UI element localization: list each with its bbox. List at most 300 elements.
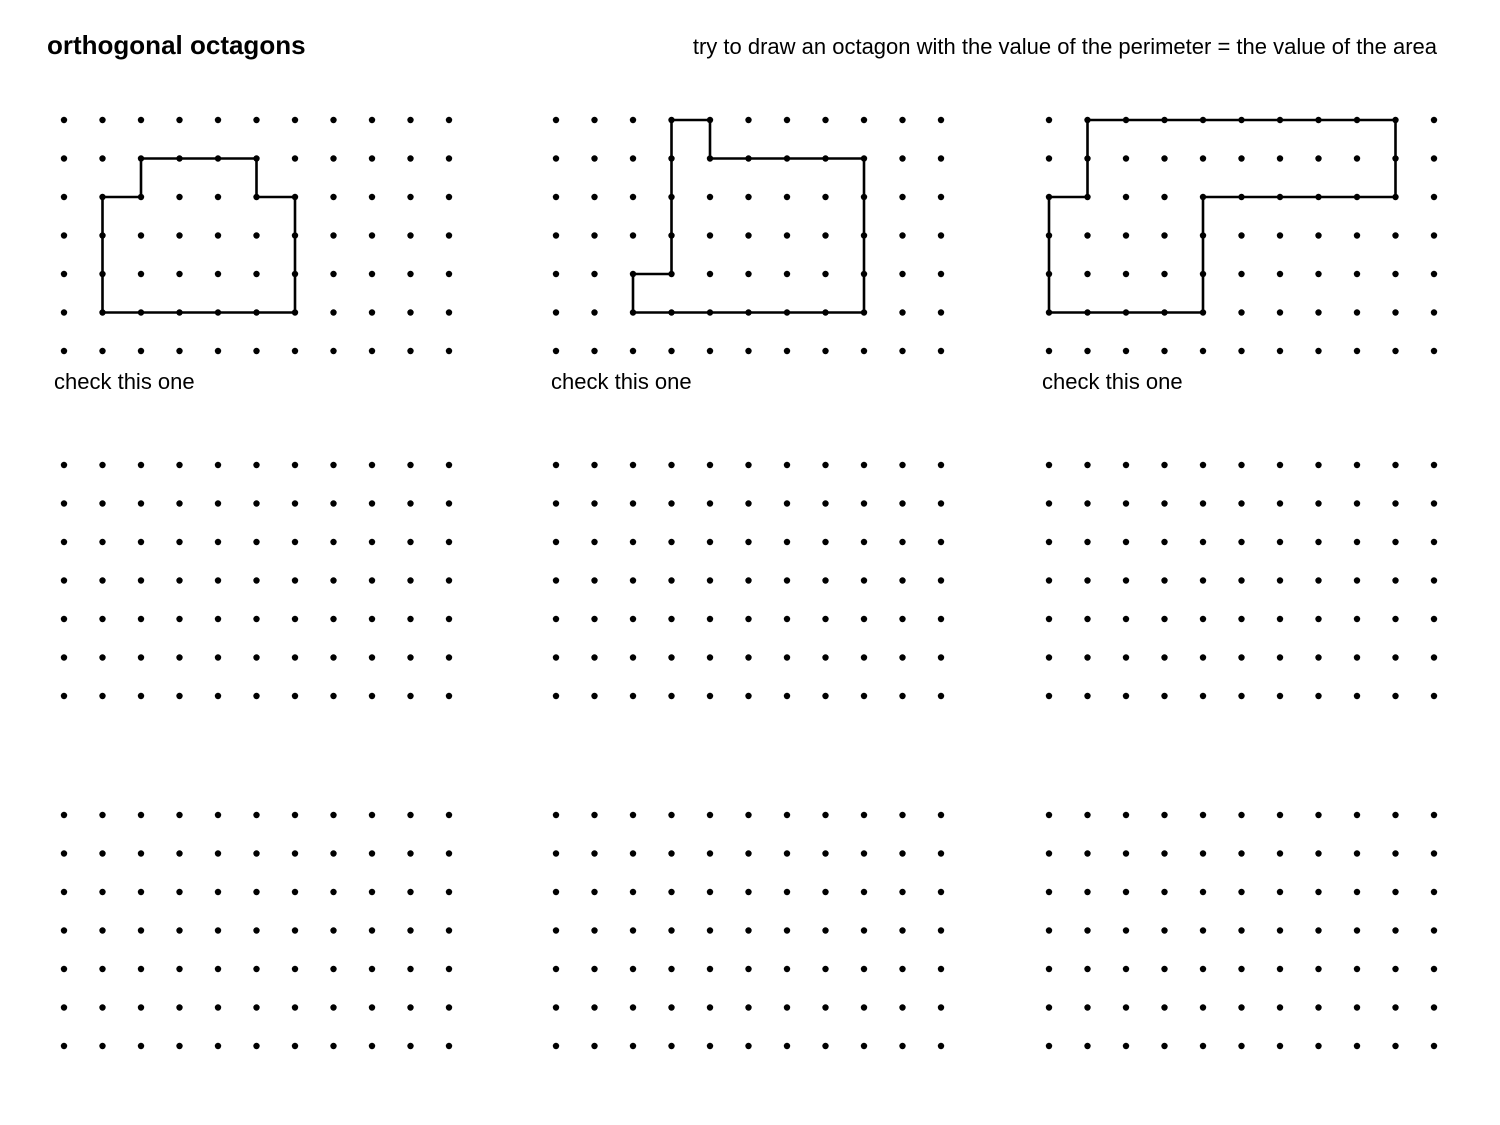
grid-dot [899, 693, 905, 699]
grid-dot [1238, 232, 1244, 238]
grid-dot [1123, 309, 1129, 315]
grid-dot [1354, 348, 1360, 354]
grid-dot [253, 812, 259, 818]
grid-dot [591, 500, 597, 506]
grid-dot [784, 812, 790, 818]
grid-dot [1431, 850, 1437, 856]
grid-dot [1084, 539, 1090, 545]
grid-dot [1315, 155, 1321, 161]
grid-dot [1046, 500, 1052, 506]
grid-dot [253, 155, 259, 161]
grid-dot [446, 117, 452, 123]
grid-dot [822, 117, 828, 123]
grid-dot [292, 309, 298, 315]
grid-dot [176, 348, 182, 354]
grid-dot [1084, 1004, 1090, 1010]
grid-dot [553, 155, 559, 161]
grid-dot [784, 232, 790, 238]
grid-dot [784, 850, 790, 856]
grid-dot [176, 812, 182, 818]
grid-dot [938, 232, 944, 238]
grid-dot [99, 812, 105, 818]
grid-dot [938, 539, 944, 545]
grid-dot [822, 155, 828, 161]
grid-dot [861, 616, 867, 622]
grid-dot [1200, 348, 1206, 354]
grid-dot [591, 812, 597, 818]
grid-dot [292, 1004, 298, 1010]
grid-dot [215, 117, 221, 123]
grid-dot [630, 966, 636, 972]
grid-dot [591, 194, 597, 200]
grid-dot [784, 693, 790, 699]
grid-dot [668, 889, 674, 895]
grid-dot [61, 462, 67, 468]
grid-dot [215, 539, 221, 545]
grid-dot [292, 462, 298, 468]
grid-dot [369, 1004, 375, 1010]
grid-dot [1277, 194, 1283, 200]
grid-dot [407, 616, 413, 622]
grid-dot [446, 654, 452, 660]
grid-dot [330, 616, 336, 622]
grid-dot [745, 117, 751, 123]
grid-dot [215, 927, 221, 933]
grid-dot [330, 155, 336, 161]
grid-dot [61, 1043, 67, 1049]
grid-dot [591, 966, 597, 972]
grid-dot [138, 966, 144, 972]
grid-dot [176, 927, 182, 933]
grid-dot [1046, 232, 1052, 238]
grid-dot [407, 539, 413, 545]
grid-dot [822, 194, 828, 200]
grid-dot [138, 616, 144, 622]
grid-dot [707, 348, 713, 354]
grid-dot [1431, 889, 1437, 895]
grid-dot [1238, 348, 1244, 354]
grid-dot [1431, 693, 1437, 699]
grid-dot [1354, 309, 1360, 315]
grid-dot [822, 232, 828, 238]
grid-dot [938, 577, 944, 583]
grid-dot [292, 117, 298, 123]
grid-dot [292, 966, 298, 972]
grid-dot [1161, 966, 1167, 972]
dot-grid-panel-9[interactable] [1046, 812, 1437, 1049]
grid-dot [553, 889, 559, 895]
grid-dot [1315, 693, 1321, 699]
grid-dot [1200, 271, 1206, 277]
grid-dot [253, 117, 259, 123]
grid-dot [61, 348, 67, 354]
grid-dot [99, 117, 105, 123]
grid-dot [369, 462, 375, 468]
grid-dot [899, 966, 905, 972]
dot-grid-panel-7[interactable] [61, 812, 452, 1049]
grid-dot [745, 693, 751, 699]
grid-dot [1277, 462, 1283, 468]
grid-dot [1084, 889, 1090, 895]
grid-dot [553, 966, 559, 972]
grid-dot [630, 500, 636, 506]
grid-dot [1431, 577, 1437, 583]
grid-dot [99, 927, 105, 933]
grid-dot [61, 271, 67, 277]
grid-dot [1431, 539, 1437, 545]
grid-dot [707, 577, 713, 583]
grid-dot [61, 577, 67, 583]
grid-dot [630, 155, 636, 161]
grid-dot [938, 348, 944, 354]
grid-dot [176, 155, 182, 161]
grid-dot [1200, 812, 1206, 818]
grid-dot [292, 693, 298, 699]
grid-dot [407, 117, 413, 123]
grid-dot [1277, 271, 1283, 277]
grid-dot [1200, 693, 1206, 699]
grid-dot [138, 812, 144, 818]
grid-dot [407, 966, 413, 972]
grid-dot [292, 348, 298, 354]
grid-dot [707, 654, 713, 660]
grid-dot [1431, 194, 1437, 200]
grid-dot [630, 693, 636, 699]
grid-dot [630, 309, 636, 315]
grid-dot [99, 616, 105, 622]
grid-dot [99, 462, 105, 468]
grid-dot [1315, 194, 1321, 200]
grid-dot [176, 539, 182, 545]
grid-dot [407, 1043, 413, 1049]
grid-dot [1046, 693, 1052, 699]
grid-dot [215, 155, 221, 161]
grid-dot [707, 155, 713, 161]
grid-dot [369, 500, 375, 506]
grid-dot [215, 309, 221, 315]
grid-dot [861, 889, 867, 895]
grid-dot [1431, 462, 1437, 468]
grid-dot [446, 812, 452, 818]
grid-dot [745, 1004, 751, 1010]
grid-dot [1392, 462, 1398, 468]
grid-dot [1354, 927, 1360, 933]
grid-dot [215, 194, 221, 200]
grid-dot [1315, 1043, 1321, 1049]
grid-dot [1161, 271, 1167, 277]
grid-dot [1123, 889, 1129, 895]
grid-dot [99, 539, 105, 545]
worksheet-instruction: try to draw an octagon with the value of the perimeter = the value of the area [692, 34, 1437, 59]
grid-dot [446, 271, 452, 277]
grid-dot [61, 812, 67, 818]
grid-dot [1161, 693, 1167, 699]
grid-dot [1084, 271, 1090, 277]
grid-dot [745, 155, 751, 161]
grid-dot [138, 194, 144, 200]
grid-dot [253, 309, 259, 315]
grid-dot [369, 194, 375, 200]
grid-dot [1123, 654, 1129, 660]
grid-dot [1277, 850, 1283, 856]
grid-dot [630, 1004, 636, 1010]
grid-dot [1046, 462, 1052, 468]
dot-grid-panel-3[interactable] [1046, 117, 1437, 354]
grid-dot [1161, 194, 1167, 200]
grid-dot [330, 194, 336, 200]
grid-dot [407, 155, 413, 161]
grid-dot [1277, 812, 1283, 818]
grid-dot [1161, 348, 1167, 354]
grid-dot [292, 616, 298, 622]
grid-dot [938, 309, 944, 315]
grid-dot [822, 654, 828, 660]
grid-dot [1238, 654, 1244, 660]
grid-dot [369, 654, 375, 660]
grid-dot [553, 232, 559, 238]
grid-dot [938, 966, 944, 972]
grid-dot [330, 348, 336, 354]
grid-dot [1277, 309, 1283, 315]
grid-dot [215, 654, 221, 660]
grid-dot [330, 117, 336, 123]
grid-dot [899, 1043, 905, 1049]
grid-dot [1431, 927, 1437, 933]
grid-dot [784, 348, 790, 354]
grid-dot [1200, 539, 1206, 545]
grid-dot [668, 812, 674, 818]
grid-dot [446, 232, 452, 238]
grid-dot [330, 462, 336, 468]
grid-dot [861, 539, 867, 545]
grid-dot [1161, 500, 1167, 506]
grid-dot [1431, 654, 1437, 660]
grid-dot [1084, 155, 1090, 161]
grid-dot [938, 155, 944, 161]
grid-dot [630, 232, 636, 238]
grid-dot [1315, 500, 1321, 506]
grid-dot [446, 616, 452, 622]
grid-dot [292, 232, 298, 238]
grid-dot [630, 616, 636, 622]
grid-dot [292, 155, 298, 161]
grid-dot [446, 1043, 452, 1049]
grid-dot [61, 117, 67, 123]
grid-dot [668, 271, 674, 277]
grid-dot [745, 232, 751, 238]
grid-dot [215, 966, 221, 972]
grid-dot [822, 850, 828, 856]
grid-dot [1277, 539, 1283, 545]
grid-dot [784, 117, 790, 123]
grid-dot [553, 616, 559, 622]
grid-dot [899, 271, 905, 277]
grid-dot [1277, 117, 1283, 123]
grid-dot [446, 539, 452, 545]
grid-dot [1392, 232, 1398, 238]
grid-dot [253, 500, 259, 506]
grid-dot [1084, 927, 1090, 933]
grid-dot [1431, 155, 1437, 161]
grid-dot [369, 271, 375, 277]
grid-dot [1315, 616, 1321, 622]
grid-dot [1238, 539, 1244, 545]
grid-dot [1238, 927, 1244, 933]
grid-dot [407, 850, 413, 856]
grid-dot [1315, 927, 1321, 933]
grid-dot [553, 348, 559, 354]
grid-dot [1123, 194, 1129, 200]
grid-dot [861, 1043, 867, 1049]
grid-dot [668, 577, 674, 583]
grid-dot [822, 577, 828, 583]
grid-dot [1392, 271, 1398, 277]
grid-dot [330, 1004, 336, 1010]
grid-dot [707, 850, 713, 856]
grid-dot [784, 309, 790, 315]
grid-dot [745, 966, 751, 972]
grid-dot [1200, 850, 1206, 856]
grid-dot [1123, 155, 1129, 161]
grid-dot [1392, 1004, 1398, 1010]
dot-grid-panel-6[interactable] [1046, 462, 1437, 699]
grid-dot [1315, 271, 1321, 277]
grid-dot [61, 693, 67, 699]
grid-dot [630, 850, 636, 856]
grid-dot [707, 616, 713, 622]
grid-dot [369, 889, 375, 895]
grid-dot [446, 850, 452, 856]
grid-dot [1200, 1004, 1206, 1010]
grid-dot [369, 966, 375, 972]
grid-dot [784, 155, 790, 161]
grid-dot [407, 654, 413, 660]
dot-grid-panel-8[interactable] [553, 812, 944, 1049]
panel-1-caption: check this one [54, 369, 195, 394]
grid-dot [61, 194, 67, 200]
grid-dot [61, 232, 67, 238]
grid-dot [1354, 889, 1360, 895]
grid-dot [1123, 462, 1129, 468]
grid-dot [1123, 850, 1129, 856]
grid-dot [61, 927, 67, 933]
grid-dot [630, 654, 636, 660]
grid-dot [707, 889, 713, 895]
grid-dot [369, 693, 375, 699]
grid-dot [861, 654, 867, 660]
grid-dot [591, 117, 597, 123]
grid-dot [822, 927, 828, 933]
dot-grid-panel-5[interactable] [553, 462, 944, 699]
grid-dot [1354, 232, 1360, 238]
grid-dot [176, 616, 182, 622]
grid-dot [553, 500, 559, 506]
grid-dot [899, 850, 905, 856]
dot-grid-panel-1[interactable] [61, 117, 452, 354]
grid-dot [630, 271, 636, 277]
grid-dot [591, 889, 597, 895]
grid-dot [176, 693, 182, 699]
grid-dot [176, 889, 182, 895]
grid-dot [446, 966, 452, 972]
grid-dot [553, 309, 559, 315]
grid-dot [707, 462, 713, 468]
grid-dot [668, 966, 674, 972]
grid-dot [1392, 889, 1398, 895]
grid-dot [99, 271, 105, 277]
grid-dot [1431, 348, 1437, 354]
grid-dot [822, 539, 828, 545]
grid-dot [784, 500, 790, 506]
grid-dot [407, 462, 413, 468]
grid-dot [938, 194, 944, 200]
grid-dot [407, 232, 413, 238]
grid-dot [330, 889, 336, 895]
grid-dot [1238, 462, 1244, 468]
grid-dot [1161, 1004, 1167, 1010]
grid-dot [745, 462, 751, 468]
grid-dot [861, 693, 867, 699]
grid-dot [668, 927, 674, 933]
grid-dot [1354, 812, 1360, 818]
grid-dot [1046, 616, 1052, 622]
grid-dot [292, 500, 298, 506]
grid-dot [292, 812, 298, 818]
grid-dot [1200, 500, 1206, 506]
grid-dot [292, 539, 298, 545]
grid-dot [176, 462, 182, 468]
grid-dot [899, 462, 905, 468]
grid-dot [630, 577, 636, 583]
grid-dot [861, 155, 867, 161]
grid-dot [899, 155, 905, 161]
grid-dot [407, 927, 413, 933]
grid-dot [407, 693, 413, 699]
grid-dot [61, 155, 67, 161]
grid-dot [1084, 462, 1090, 468]
grid-dot [861, 117, 867, 123]
grid-dot [591, 850, 597, 856]
grid-dot [1315, 348, 1321, 354]
grid-dot [1392, 500, 1398, 506]
grid-dot [1046, 812, 1052, 818]
grid-dot [591, 693, 597, 699]
grid-dot [591, 271, 597, 277]
grid-dot [1354, 117, 1360, 123]
grid-dot [707, 232, 713, 238]
grid-dot [1161, 654, 1167, 660]
grid-dot [1392, 850, 1398, 856]
grid-dot [446, 194, 452, 200]
grid-dot [745, 1043, 751, 1049]
grid-dot [1315, 232, 1321, 238]
grid-dot [668, 348, 674, 354]
grid-dot [1277, 348, 1283, 354]
grid-dot [99, 309, 105, 315]
grid-dot [446, 1004, 452, 1010]
grid-dot [1200, 577, 1206, 583]
grid-dot [1392, 693, 1398, 699]
grid-dot [138, 1043, 144, 1049]
dot-grid-panel-2[interactable] [553, 117, 944, 354]
grid-dot [784, 889, 790, 895]
grid-dot [553, 271, 559, 277]
grid-dot [861, 500, 867, 506]
grid-dot [861, 232, 867, 238]
grid-dot [1200, 232, 1206, 238]
dot-grid-panel-4[interactable] [61, 462, 452, 699]
grid-dot [1123, 616, 1129, 622]
